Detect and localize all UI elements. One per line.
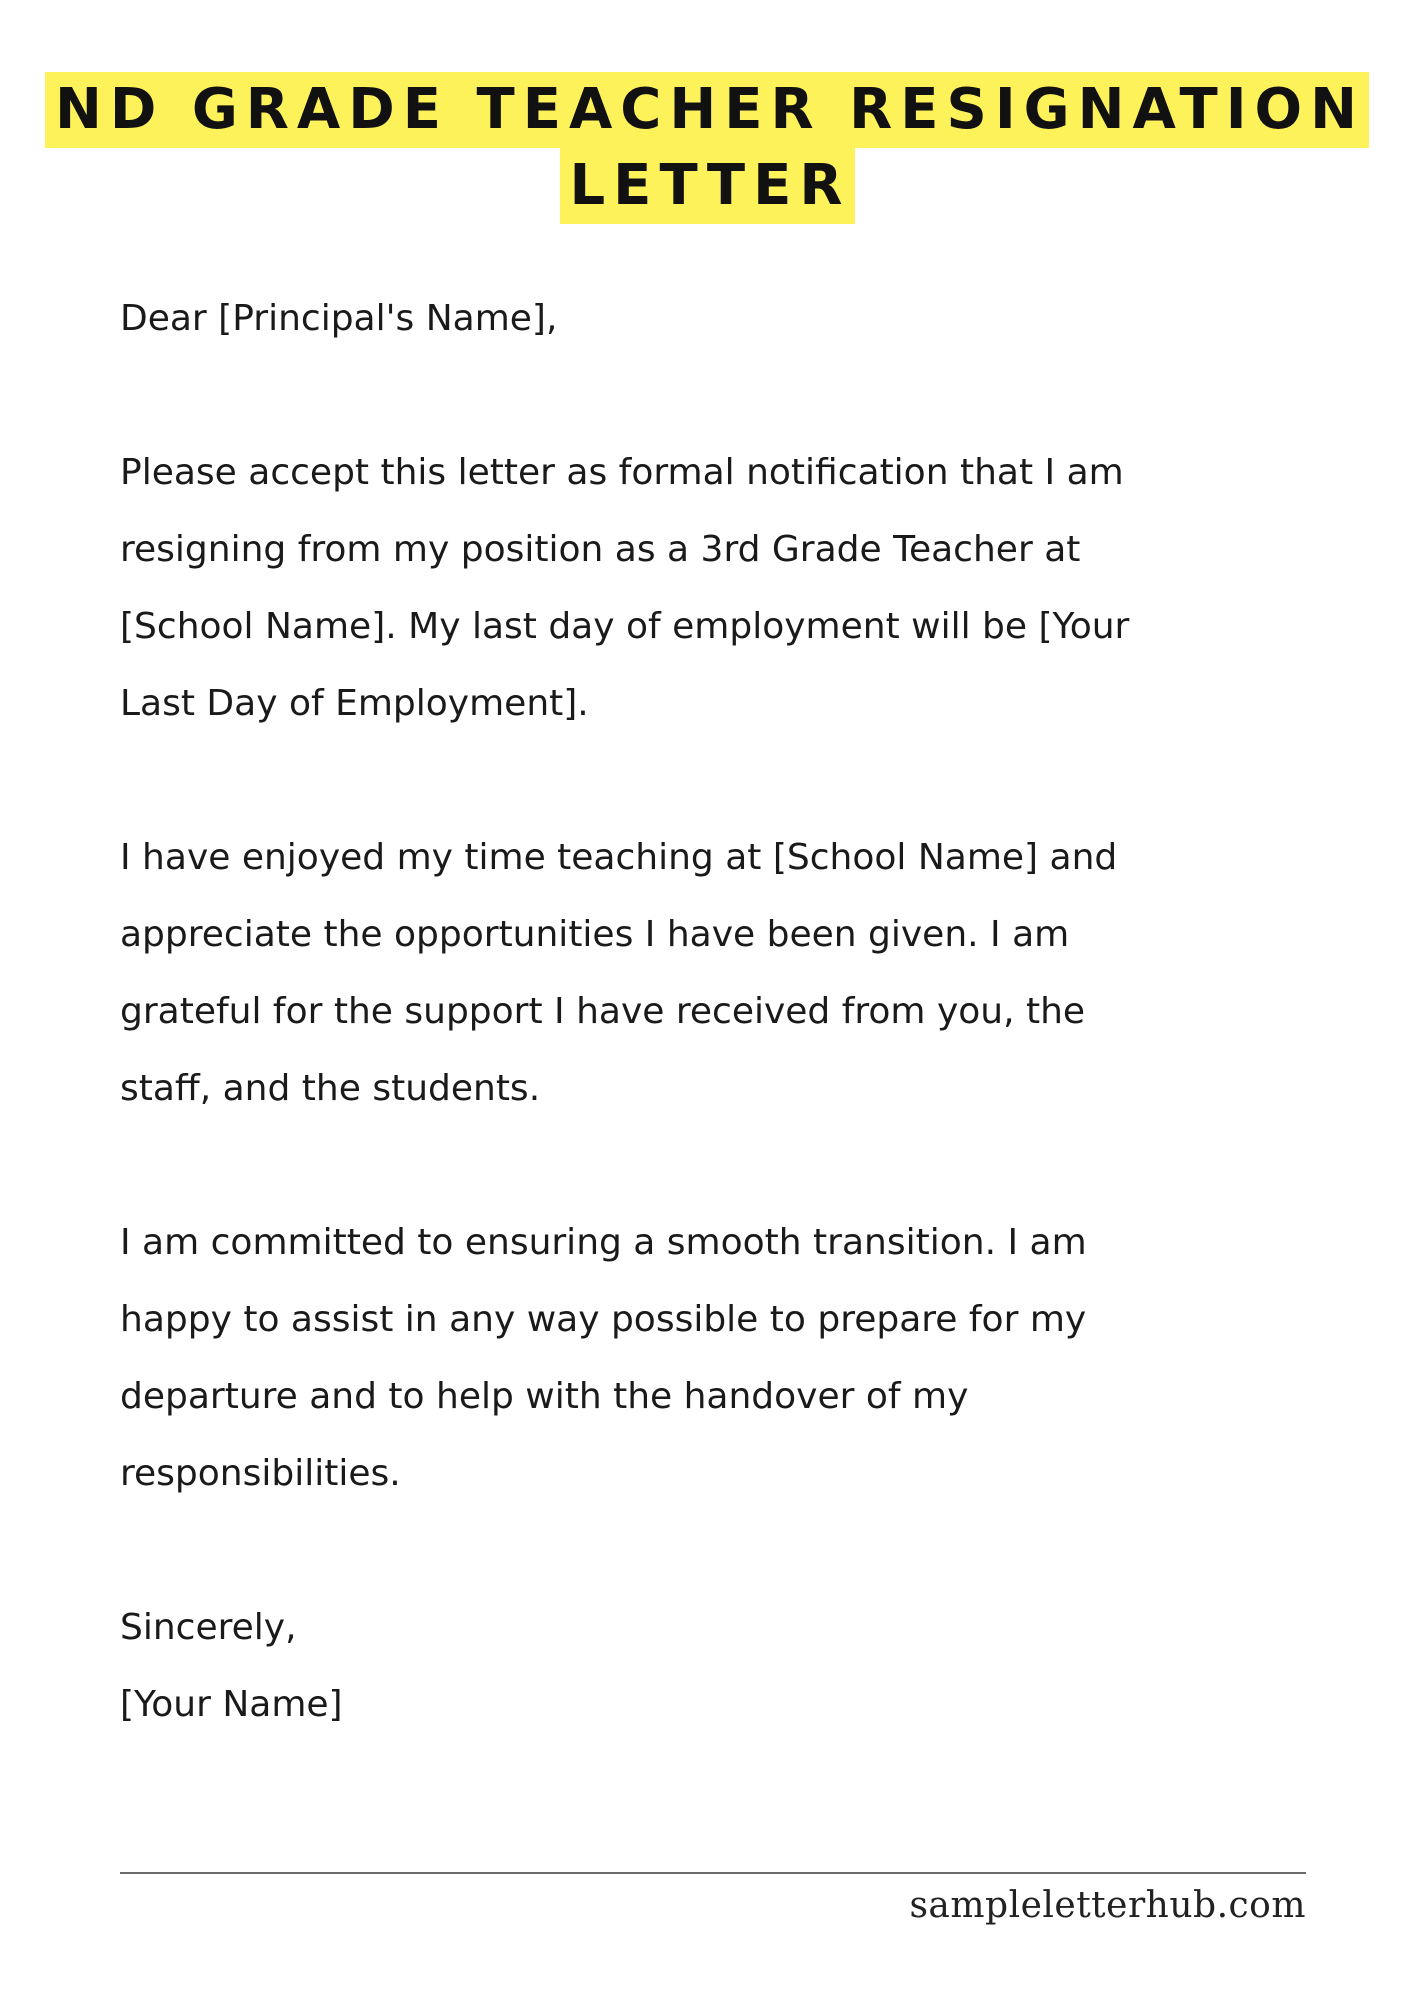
document-title <box>0 72 1414 224</box>
paragraph-1 <box>120 434 1350 742</box>
paragraph-line: grateful for the support I have received from you, the <box>120 991 1086 1032</box>
paragraph-spacer <box>120 742 1350 819</box>
paragraph-line: [School Name]. My last day of employment will be [Your <box>120 606 1130 647</box>
paragraph-line: I am committed to ensuring a smooth transition. I am <box>120 1222 1087 1263</box>
paragraph-spacer <box>120 1127 1350 1204</box>
letter-body <box>120 280 1350 1743</box>
salutation: Dear [Principal's Name], <box>120 298 558 339</box>
paragraph-line: I have enjoyed my time teaching at [School Name] and <box>120 837 1118 878</box>
title-line-2: LETTER <box>560 148 855 224</box>
paragraph-3 <box>120 1204 1350 1512</box>
paragraph-line: Last Day of Employment]. <box>120 683 589 724</box>
closing: Sincerely, <box>120 1607 297 1648</box>
signature: [Your Name] <box>120 1684 343 1725</box>
paragraph-line: departure and to help with the handover of my <box>120 1376 969 1417</box>
paragraph-line: Please accept this letter as formal notification that I am <box>120 452 1124 493</box>
paragraph-line: happy to assist in any way possible to prepare for my <box>120 1299 1087 1340</box>
paragraph-2 <box>120 819 1350 1127</box>
footer-website: sampleletterhub.com <box>909 1885 1306 1926</box>
paragraph-spacer <box>120 357 1350 434</box>
paragraph-line: responsibilities. <box>120 1453 401 1494</box>
paragraph-line: resigning from my position as a 3rd Grade Teacher at <box>120 529 1081 570</box>
paragraph-line: appreciate the opportunities I have been given. I am <box>120 914 1070 955</box>
title-line-1: ND GRADE TEACHER RESIGNATION <box>45 72 1369 148</box>
paragraph-line: staff, and the students. <box>120 1068 541 1109</box>
footer-divider <box>120 1872 1306 1874</box>
paragraph-spacer <box>120 1512 1350 1589</box>
